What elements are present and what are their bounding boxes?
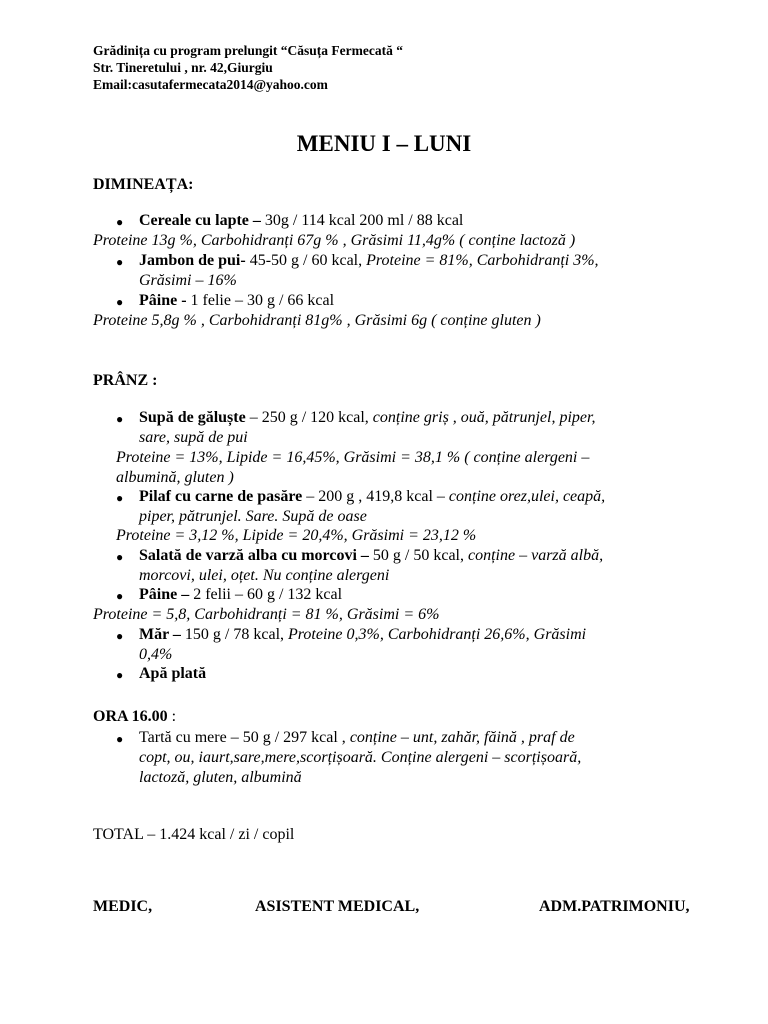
bullet-icon: ● [116, 412, 124, 426]
lunch-item-soup-note-2: albumină, gluten ) [116, 469, 234, 486]
breakfast-item-bread: Pâine - 1 felie – 30 g / 66 kcal [139, 292, 335, 309]
breakfast-item-cereals: Cereale cu lapte – 30g / 114 kcal 200 ml / 88 kcal [139, 212, 464, 229]
signature-adm: ADM.PATRIMONIU, [539, 898, 690, 915]
lunch-item-apple: Măr – 150 g / 78 kcal, Proteine 0,3%, Carbohidranți 26,6%, Grăsimi [139, 626, 587, 643]
breakfast-item-cereals-note: Proteine 13g %, Carbohidranți 67g % , Grăsimi 11,4g% ( conține lactoză ) [93, 232, 576, 249]
lunch-item-pilaf-note: Proteine = 3,12 %, Lipide = 20,4%, Grăsimi = 23,12 % [116, 527, 477, 544]
bullet-icon: ● [116, 491, 124, 505]
lunch-item-pilaf-desc: piper, pătrunjel. Sare. Supă de oase [139, 508, 367, 525]
breakfast-item-ham: Jambon de pui- 45-50 g / 60 kcal, Proteine = 81%, Carbohidranți 3%, [139, 252, 599, 269]
lunch-item-water: Apă plată [139, 665, 207, 682]
lunch-item-salad-desc: morcovi, ulei, oțet. Nu conține alergeni [139, 567, 390, 584]
lunch-item-soup-note: Proteine = 13%, Lipide = 16,45%, Grăsimi = 38,1 % ( conține alergeni – [116, 449, 590, 466]
signature-asistent: ASISTENT MEDICAL, [255, 898, 420, 915]
daily-total: TOTAL – 1.424 kcal / zi / copil [93, 826, 295, 843]
lunch-item-soup: Supă de găluște – 250 g / 120 kcal, conține griș , ouă, pătrunjel, piper, [139, 409, 596, 426]
snack-item-tart-desc: copt, ou, iaurt,sare,mere,scorțișoară. Conține alergeni – scorțișoară, [139, 749, 582, 766]
bullet-icon: ● [116, 732, 124, 746]
snack-heading: ORA 16.00 : [93, 708, 177, 725]
lunch-item-apple-note: 0,4% [139, 646, 173, 663]
bullet-icon: ● [116, 255, 124, 269]
kindergarten-name: Grădinița cu program prelungit “Căsuța Fermecată “ [93, 43, 403, 58]
page-title: MENIU I – LUNI [296, 131, 472, 156]
lunch-item-bread: Pâine – 2 felii – 60 g / 132 kcal [139, 586, 343, 603]
bullet-icon: ● [116, 295, 124, 309]
bullet-icon: ● [116, 589, 124, 603]
snack-item-tart: Tartă cu mere – 50 g / 297 kcal , conține – unt, zahăr, făină , praf de [139, 729, 575, 746]
breakfast-item-ham-note: Grăsimi – 16% [139, 272, 237, 289]
kindergarten-address: Str. Tineretului , nr. 42,Giurgiu [93, 60, 273, 75]
lunch-item-bread-note: Proteine = 5,8, Carbohidranți = 81 %, Grăsimi = 6% [93, 606, 440, 623]
lunch-item-salad: Salată de varză alba cu morcovi – 50 g / 50 kcal, conține – varză albă, [139, 547, 604, 564]
lunch-heading: PRÂNZ : [93, 372, 158, 389]
bullet-icon: ● [116, 668, 124, 682]
bullet-icon: ● [116, 550, 124, 564]
breakfast-heading: DIMINEAȚA: [93, 176, 194, 193]
bullet-icon: ● [116, 215, 124, 229]
bullet-icon: ● [116, 629, 124, 643]
lunch-item-soup-desc: sare, supă de pui [139, 429, 248, 446]
kindergarten-email: Email:casutafermecata2014@yahoo.com [93, 77, 328, 92]
lunch-item-pilaf: Pilaf cu carne de pasăre – 200 g , 419,8 kcal – conține orez,ulei, ceapă, [139, 488, 606, 505]
signature-medic: MEDIC, [93, 898, 153, 915]
snack-item-tart-desc-2: lactoză, gluten, albumină [139, 769, 302, 786]
breakfast-item-bread-note: Proteine 5,8g % , Carbohidranți 81g% , Grăsimi 6g ( conține gluten ) [93, 312, 541, 329]
